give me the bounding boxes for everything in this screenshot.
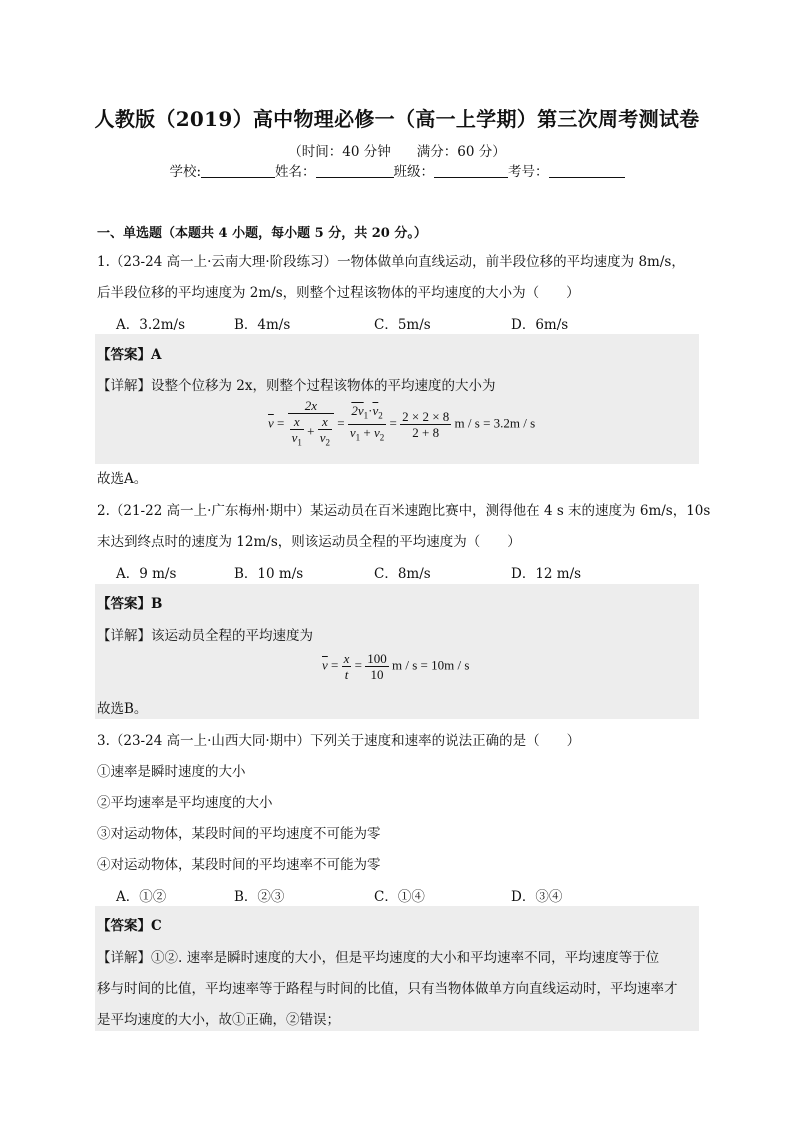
class-field[interactable] [434, 163, 508, 178]
f2-frac-b [365, 651, 389, 682]
q2-stem-line1: 2.（21-22 高一上·广东梅州·期中）某运动员在百米速跑比赛中，测得他在 4 s 末的速度为 6m/s，10s [97, 503, 711, 519]
q2-option-c[interactable]: C．8m/s [374, 566, 431, 582]
f1-den-b-v2: v [374, 424, 380, 440]
q3-detail-line3: 是平均速度的大小，故①正确，②错误； [97, 1012, 340, 1028]
q2-formula [322, 651, 469, 682]
q1-formula [268, 398, 535, 451]
f1-num-b-v2: $\overline{v}$ [372, 403, 379, 419]
f1-vbar: $\overline{v}$ [268, 415, 274, 431]
f1-x1: x [290, 414, 304, 430]
q1-answer: 【答案】A [97, 347, 162, 363]
f1-eq1: = [277, 415, 285, 431]
number-label: 考号： [508, 164, 549, 180]
q3-option-c[interactable]: C．①④ [374, 889, 425, 905]
f1-den-b-s1: 1 [355, 432, 361, 443]
school-label: 学校: [169, 164, 202, 180]
f1-den-plus: + [360, 424, 374, 440]
f1-plus: + [307, 423, 315, 439]
q1-option-c[interactable]: C．5m/s [374, 317, 431, 333]
f1-v2: v [319, 430, 326, 445]
f2-x: x [343, 651, 350, 666]
exam-title: 人教版（2019）高中物理必修一（高一上学期）第三次周考测试卷 [94, 107, 700, 131]
f1-eq3: = [389, 415, 397, 431]
f2-t: t [344, 667, 349, 682]
f1-result: m / s = 3.2m / s [454, 415, 536, 431]
q1-stem-line2: 后半段位移的平均速度为 2m/s，则整个过程该物体的平均速度的大小为（ ） [97, 285, 580, 301]
q1-option-a[interactable]: A．3.2m/s [116, 317, 185, 333]
q3-answer: 【答案】C [97, 918, 162, 934]
f2-vbar: $\overline{v}$ [322, 657, 328, 673]
f1-num-b: 2v [351, 403, 364, 419]
f2-result: m / s = 10m / s [392, 657, 470, 673]
f1-s1: 1 [297, 437, 302, 448]
q1-conclusion: 故选A。 [97, 471, 148, 487]
f1-dot: · [368, 403, 373, 419]
f1-den-b-s2: 2 [379, 432, 385, 443]
f1-x2: x [318, 414, 332, 430]
f1-s2: 2 [325, 437, 331, 448]
q2-option-a[interactable]: A．9 m/s [116, 566, 177, 582]
name-label: 姓名： [275, 164, 316, 180]
f1-frac-a-den [288, 414, 334, 451]
q2-option-b[interactable]: B．10 m/s [234, 566, 304, 582]
q2-conclusion: 故选B。 [97, 701, 148, 717]
school-field[interactable] [201, 163, 275, 178]
f2-eq1: = [331, 657, 339, 673]
q3-detail-line1: 【详解】①②. 速率是瞬时速度的大小，但是平均速度的大小和平均速率不同，平均速度等于位 [97, 950, 660, 966]
number-field[interactable] [549, 163, 625, 178]
q2-option-d[interactable]: D．12 m/s [511, 566, 582, 582]
q3-statement-4: ④对运动物体，某段时间的平均速率不可能为零 [97, 857, 381, 873]
exam-subtitle [0, 140, 794, 160]
student-info-row [0, 160, 794, 180]
q1-option-b[interactable]: B．4m/s [234, 317, 291, 333]
class-label: 班级： [393, 164, 435, 180]
f1-num-b-s1: 1 [363, 410, 369, 421]
q3-option-b[interactable]: B．②③ [234, 889, 285, 905]
f2-frac-a [342, 651, 352, 682]
q1-stem-line1: 1.（23-24 高一上·云南大理·阶段练习）一物体做单向直线运动，前半段位移的平均速度为 8m/s， [97, 254, 685, 270]
f2-eq2: = [354, 657, 362, 673]
q1-detail: 【详解】设整个位移为 2x，则整个过程该物体的平均速度的大小为 [97, 378, 496, 394]
f1-frac-b [348, 403, 386, 445]
f2-num: 100 [367, 651, 387, 666]
f1-num-b-s2: 2 [378, 410, 383, 421]
q3-option-a[interactable]: A．①② [116, 889, 167, 905]
q1-option-d[interactable]: D．6m/s [511, 317, 569, 333]
full-score: 满分：60 分） [416, 144, 506, 160]
section-heading: 一、单选题（本题共 4 小题，每小题 5 分，共 20 分。） [97, 226, 427, 241]
q3-statement-1: ①速率是瞬时速度的大小 [97, 764, 246, 780]
f1-frac-a-num: 2x [288, 398, 334, 414]
f1-v1: v [291, 430, 298, 445]
f1-den-b: v [349, 424, 356, 440]
q3-option-d[interactable]: D．③④ [511, 889, 563, 905]
f1-eq2: = [337, 415, 345, 431]
f1-num-c: 2 × 2 × 8 [402, 408, 450, 424]
q3-stem: 3.（23-24 高一上·山西大同·期中）下列关于速度和速率的说法正确的是（ ） [97, 733, 581, 749]
q2-detail: 【详解】该运动员全程的平均速度为 [97, 628, 313, 644]
f1-den-c: 2 + 8 [412, 424, 440, 440]
q3-statement-2: ②平均速率是平均速度的大小 [97, 795, 273, 811]
q2-stem-line2: 末达到终点时的速度为 12m/s，则该运动员全程的平均速度为（ ） [97, 534, 521, 550]
name-field[interactable] [316, 163, 394, 178]
q3-detail-line2: 移与时间的比值，平均速率等于路程与时间的比值，只有当物体做单方向直线运动时，平均速率才 [97, 981, 678, 997]
f2-den: 10 [370, 667, 384, 682]
q3-statement-3: ③对运动物体，某段时间的平均速度不可能为零 [97, 826, 381, 842]
f1-frac-a [288, 398, 334, 451]
time-limit: （时间：40 分钟 [288, 144, 391, 160]
q2-answer: 【答案】B [97, 596, 163, 612]
f1-frac-c [400, 409, 451, 440]
